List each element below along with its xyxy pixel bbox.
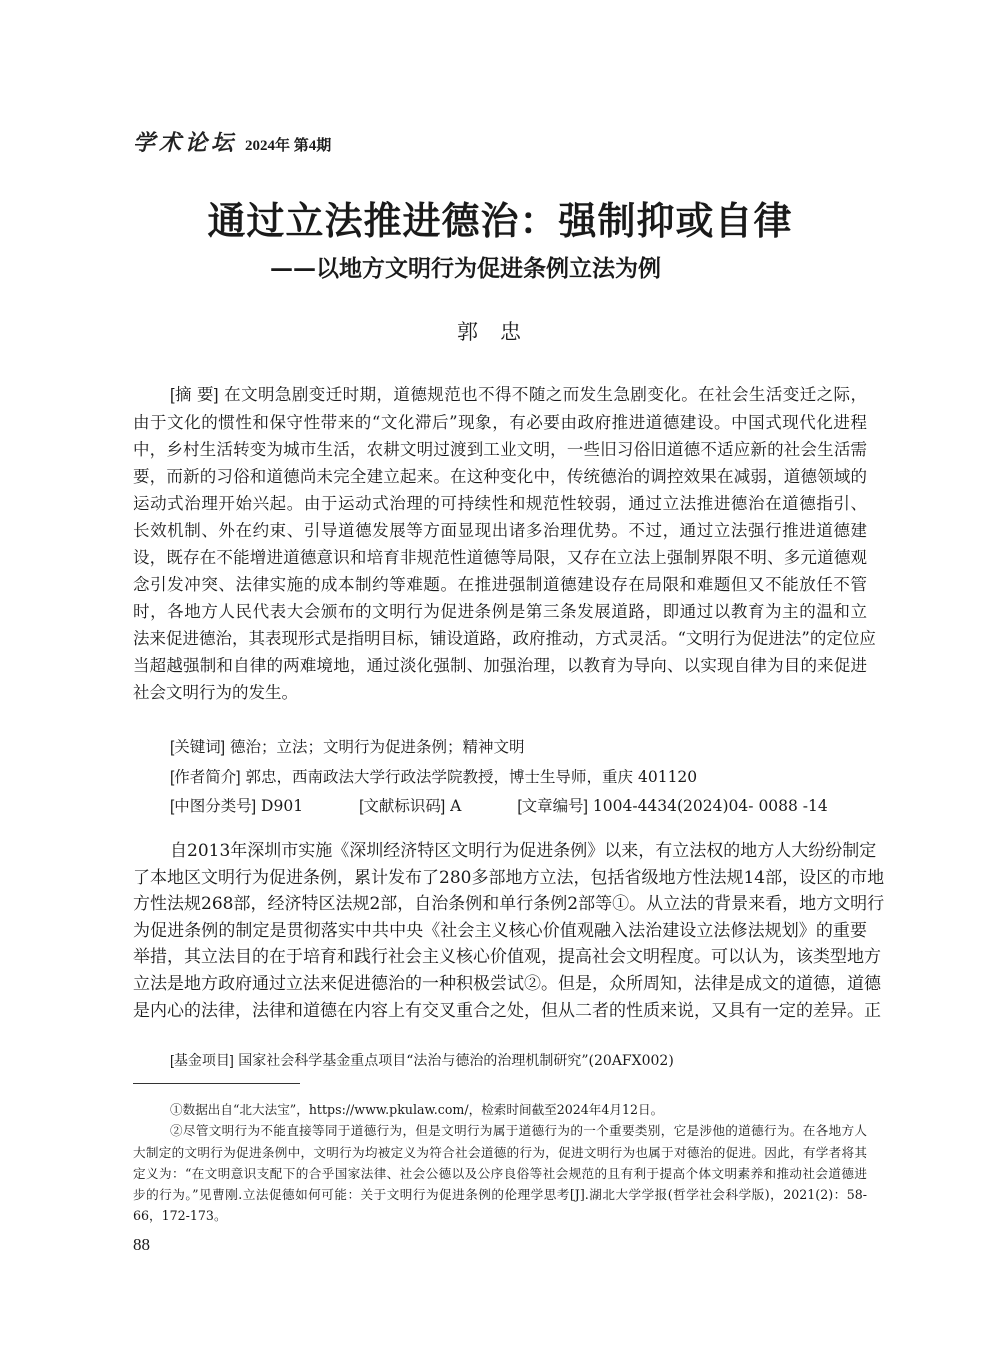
- text-line: 长效机制、外在约束、引导道德发展等方面显现出诸多治理优势。不过，通过立法强行推进道德建: [133, 521, 867, 540]
- journal-logo: 学术论坛: [133, 130, 238, 156]
- classification: [170, 794, 828, 816]
- page-number: 88: [133, 1235, 150, 1254]
- author-info-value: 郭忠，西南政法大学行政法学院教授，博士生导师，重庆 401120: [240, 768, 698, 786]
- text-line: 时，各地方人民代表大会颁布的文明行为促进条例是第三条发展道路，即通过以教育为主的温和立: [133, 602, 867, 621]
- text-line: 举措，其立法目的在于培育和践行社会主义核心价值观，提高社会文明程度。可以认为，该类型地方: [133, 947, 881, 968]
- article-number-label: [文章编号]: [517, 798, 588, 815]
- issue-label: 2024年 第4期: [245, 138, 332, 154]
- fund-value: 国家社会科学基金重点项目“法治与德治的治理机制研究”(20AFX002): [233, 1053, 674, 1069]
- text-line: 运动式治理开始兴起。由于运动式治理的可持续性和规范性较弱，通过立法推进德治在道德指引、: [133, 494, 867, 513]
- running-header: [133, 126, 331, 157]
- text-line: 步的行为。”见曹刚.立法促德如何可能：关于文明行为促进条例的伦理学思考[J].湖北大学学报(哲学社会科学版)，2021(2)：58-: [133, 1187, 867, 1203]
- author-info: [170, 765, 697, 787]
- article-number-value: 1004-4434(2024)04- 0088 -14: [587, 797, 828, 815]
- text-line: 设，既存在不能增进道德意识和培育非规范性道德等局限，又存在立法上强制界限不明、多元道德观: [133, 548, 867, 567]
- author-name: 郭忠: [457, 320, 543, 344]
- clc-value: D901: [256, 797, 304, 815]
- fund-info: [170, 1050, 674, 1070]
- text-line: 是内心的法律，法律和道德在内容上有交叉重合之处，但从二者的性质来说，又具有一定的差异。正: [133, 1000, 881, 1021]
- text-line: 为促进条例的制定是贯彻落实中共中央《社会主义核心价值观融入法治建设立法修法规划》的重要: [133, 920, 867, 941]
- fund-label: [基金项目]: [170, 1052, 234, 1068]
- text-line: 由于文化的惯性和保守性带来的“文化滞后”现象，有必要由政府推进道德建设。中国式现代化进程: [133, 413, 867, 432]
- doc-code-label: [文献标识码]: [359, 798, 446, 815]
- abstract-label: [摘 要]: [170, 386, 219, 404]
- text-line: 社会文明行为的发生。: [133, 683, 298, 702]
- text-line: 定义为：“在文明意识支配下的合乎国家法律、社会公德以及公序良俗等社会规范的且有利于提高个体文明素养和推动社会道德进: [133, 1165, 867, 1181]
- text-line: [133, 381, 867, 409]
- keywords-label: [关键词]: [170, 739, 226, 756]
- keywords: [170, 735, 525, 757]
- author-info-label: [作者简介]: [170, 769, 241, 786]
- footnotes: [133, 1099, 867, 1227]
- text-line: 了本地区文明行为促进条例，累计发布了280多部地方立法，包括省级地方性法规14部，设区的市地: [133, 867, 885, 888]
- text-line: 方性法规268部，经济特区法规2部，自治条例和单行条例2部等①。从立法的背景来看，地方文明行: [133, 894, 885, 915]
- clc-label: [中图分类号]: [170, 798, 257, 815]
- text-line: 立法是地方政府通过立法来促进德治的一种积极尝试②。但是，众所周知，法律是成文的道德，道德: [133, 973, 881, 994]
- footnote-divider: [133, 1083, 300, 1084]
- text-line: 念引发冲突、法律实施的成本制约等难题。在推进强制道德建设存在局限和难题但又不能放任不管: [133, 575, 867, 594]
- text-line: 当超越强制和自律的两难境地，通过淡化强制、加强治理，以教育为导向、以实现自律为目的来促进: [133, 656, 867, 675]
- text-line: ②尽管文明行为不能直接等同于道德行为，但是文明行为属于道德行为的一个重要类别，它是涉他的道德行为。在各地方人: [170, 1123, 867, 1139]
- doc-code-value: A: [445, 797, 462, 815]
- text-line: ①数据出自“北大法宝”，https://www.pkulaw.com/，检索时间截至2024年4月12日。: [170, 1102, 664, 1117]
- text-line: 中，乡村生活转变为城市生活，农耕文明过渡到工业文明，一些旧习俗旧道德不适应新的社会生活需: [133, 440, 867, 459]
- body-text: [133, 838, 885, 1024]
- abstract-text: 在文明急剧变迁时期，道德规范也不得不随之而发生急剧变化。在社会生活变迁之际，: [218, 385, 867, 404]
- text-line: 自2013年深圳市实施《深圳经济特区文明行为促进条例》以来，有立法权的地方人大纷纷制定: [170, 841, 877, 861]
- article-subtitle: ——以地方文明行为促进条例立法为例: [270, 255, 661, 282]
- text-line: 要，而新的习俗和道德尚未完全建立起来。在这种变化中，传统德治的调控效果在减弱，道德领域的: [133, 467, 867, 486]
- abstract: [133, 381, 876, 706]
- article-title: 通过立法推进德治：强制抑或自律: [207, 199, 793, 243]
- keywords-value: 德治；立法；文明行为促进条例；精神文明: [225, 738, 525, 756]
- text-line: 法来促进德治，其表现形式是指明目标，铺设道路，政府推动，方式灵活。“文明行为促进法”的定位应: [133, 629, 876, 648]
- text-line: 大制定的文明行为促进条例中，文明行为均被定义为符合社会道德的行为，促进文明行为也属于对德治的促进。因此，有学者将其: [133, 1144, 867, 1160]
- text-line: 66，172-173。: [133, 1208, 227, 1224]
